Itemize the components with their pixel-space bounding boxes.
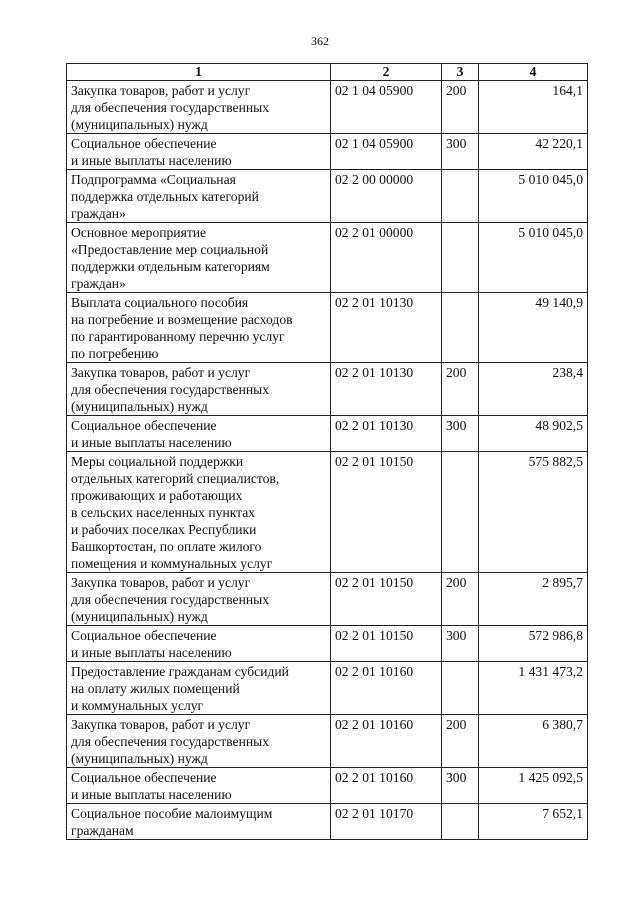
row-code: 02 2 01 10130	[331, 293, 442, 363]
table-row	[67, 363, 588, 416]
row-name: Подпрограмма «Социальная поддержка отдельных категорий граждан»	[67, 170, 331, 223]
row-type	[442, 170, 479, 223]
row-name: Социальное обеспечение и иные выплаты населению	[67, 626, 331, 662]
row-code: 02 2 01 10160	[331, 715, 442, 768]
row-code: 02 2 01 10150	[331, 452, 442, 573]
row-sum: 2 895,7	[479, 573, 588, 626]
row-type	[442, 662, 479, 715]
table-row	[67, 804, 588, 840]
table-row	[67, 170, 588, 223]
row-type: 200	[442, 81, 479, 134]
row-sum: 49 140,9	[479, 293, 588, 363]
row-name: Закупка товаров, работ и услуг для обеспечения государственных (муниципальных) нужд	[67, 363, 331, 416]
table-header-row	[67, 64, 588, 81]
row-code: 02 1 04 05900	[331, 134, 442, 170]
row-code: 02 2 00 00000	[331, 170, 442, 223]
row-code: 02 2 01 10170	[331, 804, 442, 840]
page-number: 362	[311, 34, 329, 48]
row-type	[442, 804, 479, 840]
row-code: 02 2 01 10150	[331, 573, 442, 626]
row-type: 300	[442, 416, 479, 452]
row-sum: 6 380,7	[479, 715, 588, 768]
row-name: Меры социальной поддержки отдельных категорий специалистов, проживающих и работающих в сельских населенных пунктах и рабочих поселках Республики Башкортостан, по оплате жилого помещения и коммунальных услуг	[67, 452, 331, 573]
row-sum: 1 431 473,2	[479, 662, 588, 715]
row-name: Выплата социального пособия на погребение и возмещение расходов по гарантированному перечню услуг по погребению	[67, 293, 331, 363]
budget-table	[66, 63, 588, 840]
row-type	[442, 452, 479, 573]
table-row	[67, 134, 588, 170]
column-header: 3	[442, 64, 479, 81]
row-name: Социальное обеспечение и иные выплаты населению	[67, 416, 331, 452]
table-row	[67, 416, 588, 452]
row-sum: 164,1	[479, 81, 588, 134]
row-sum: 572 986,8	[479, 626, 588, 662]
row-sum: 5 010 045,0	[479, 170, 588, 223]
row-code: 02 2 01 10130	[331, 416, 442, 452]
row-code: 02 1 04 05900	[331, 81, 442, 134]
row-code: 02 2 01 10150	[331, 626, 442, 662]
table-row	[67, 768, 588, 804]
row-type: 200	[442, 573, 479, 626]
row-code: 02 2 01 10160	[331, 768, 442, 804]
column-header: 1	[67, 64, 331, 81]
row-name: Закупка товаров, работ и услуг для обеспечения государственных (муниципальных) нужд	[67, 573, 331, 626]
row-type: 200	[442, 715, 479, 768]
row-name: Социальное обеспечение и иные выплаты населению	[67, 134, 331, 170]
row-code: 02 2 01 10160	[331, 662, 442, 715]
row-sum: 48 902,5	[479, 416, 588, 452]
row-sum: 238,4	[479, 363, 588, 416]
column-header: 4	[479, 64, 588, 81]
table-row	[67, 81, 588, 134]
row-name: Социальное пособие малоимущим гражданам	[67, 804, 331, 840]
row-sum: 7 652,1	[479, 804, 588, 840]
row-type	[442, 293, 479, 363]
row-type: 300	[442, 768, 479, 804]
table-row	[67, 293, 588, 363]
row-sum: 1 425 092,5	[479, 768, 588, 804]
table-row	[67, 626, 588, 662]
row-type	[442, 223, 479, 293]
table-row	[67, 715, 588, 768]
table-row	[67, 452, 588, 573]
row-name: Закупка товаров, работ и услуг для обеспечения государственных (муниципальных) нужд	[67, 81, 331, 134]
row-name: Социальное обеспечение и иные выплаты населению	[67, 768, 331, 804]
row-name: Закупка товаров, работ и услуг для обеспечения государственных (муниципальных) нужд	[67, 715, 331, 768]
row-code: 02 2 01 00000	[331, 223, 442, 293]
row-type: 200	[442, 363, 479, 416]
table-row	[67, 223, 588, 293]
row-type: 300	[442, 134, 479, 170]
row-name: Основное мероприятие «Предоставление мер социальной поддержки отдельным категориям граждан»	[67, 223, 331, 293]
row-type: 300	[442, 626, 479, 662]
row-sum: 42 220,1	[479, 134, 588, 170]
row-code: 02 2 01 10130	[331, 363, 442, 416]
row-name: Предоставление гражданам субсидий на оплату жилых помещений и коммунальных услуг	[67, 662, 331, 715]
row-sum: 5 010 045,0	[479, 223, 588, 293]
table-row	[67, 662, 588, 715]
column-header: 2	[331, 64, 442, 81]
row-sum: 575 882,5	[479, 452, 588, 573]
table-row	[67, 573, 588, 626]
